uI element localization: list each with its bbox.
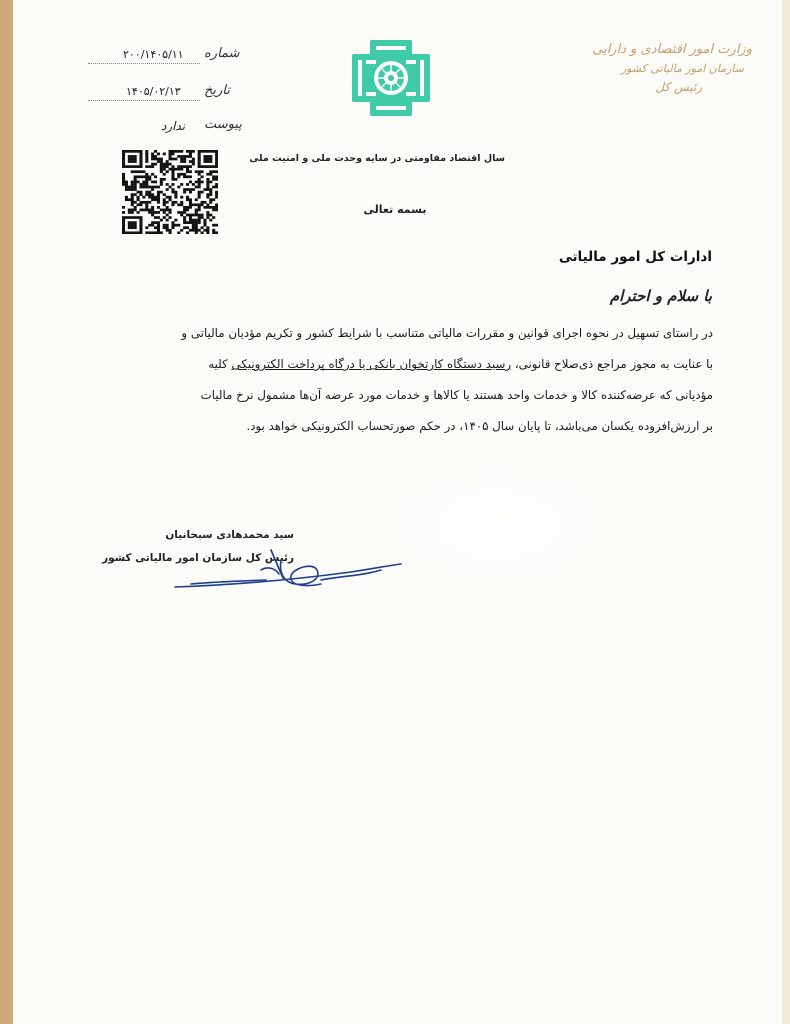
letter-date-value: ۱۴۰۵/۰۲/۱۳ (126, 85, 181, 98)
body-line-2-end: کلیه (208, 357, 232, 371)
greeting: با سلام و احترام (609, 287, 712, 305)
body-line-1: در راستای تسهیل در نحوه اجرای قوانین و مقررات مالیاتی متناسب با شرایط کشور و تکریم مؤدیان مالیاتی و (181, 326, 713, 340)
ministry-line-3: رئیس کل (655, 80, 702, 94)
signatory-title: رئیس کل سازمان امور مالیاتی کشور (102, 552, 294, 564)
date-dotted-line (88, 100, 200, 101)
recipient: ادارات کل امور مالیاتی (558, 249, 712, 265)
body-underlined-phrase: رسید دستگاه کارتخوان بانکی یا درگاه پرداخت الکترونیکی (231, 357, 512, 371)
letter-date-label: تاریخ (204, 83, 230, 98)
invocation: بسمه تعالی (363, 203, 427, 216)
body-line-3: مؤدیانی که عرضه‌کننده کالا و خدمات واحد هستند یا کالاها و خدمات مورد عرضه آن‌ها مشمول نرخ مالیات (200, 388, 713, 402)
qr-code-icon (122, 150, 218, 234)
signatory-name: سید محمدهادی سبحانیان (165, 529, 294, 541)
ministry-heading (582, 40, 752, 97)
letter-number-label: شماره (204, 46, 240, 61)
tax-organization-logo-icon (346, 38, 436, 118)
handwritten-signature-icon (171, 540, 411, 610)
letter-page (13, 0, 782, 1024)
letter-body (173, 318, 713, 442)
attachment-label: پیوست (204, 117, 242, 132)
letter-number-value: ۲۰۰/۱۴۰۵/۱۱ (123, 48, 184, 61)
year-slogan: سال اقتصاد مقاومتی در سایه وحدت ملی و امنیت ملی (249, 153, 505, 164)
number-dotted-line (88, 63, 200, 64)
body-line-4: بر ارزش‌افزوده یکسان می‌باشد، تا پایان سال ۱۴۰۵، در حکم صورتحساب الکترونیکی خواهد بود. (246, 419, 713, 433)
body-line-2 (173, 349, 713, 380)
attachment-value: ندارد (161, 119, 186, 133)
left-border (0, 0, 13, 1024)
paper-stain (393, 470, 603, 580)
body-line-2-start: با عنایت به مجوز مراجع ذی‌صلاح قانونی، (511, 357, 713, 371)
ministry-line-1: وزارت امور اقتصادی و دارایی (592, 42, 752, 57)
right-border (782, 0, 790, 1024)
ministry-line-2: سازمان امور مالیاتی کشور (620, 62, 744, 75)
